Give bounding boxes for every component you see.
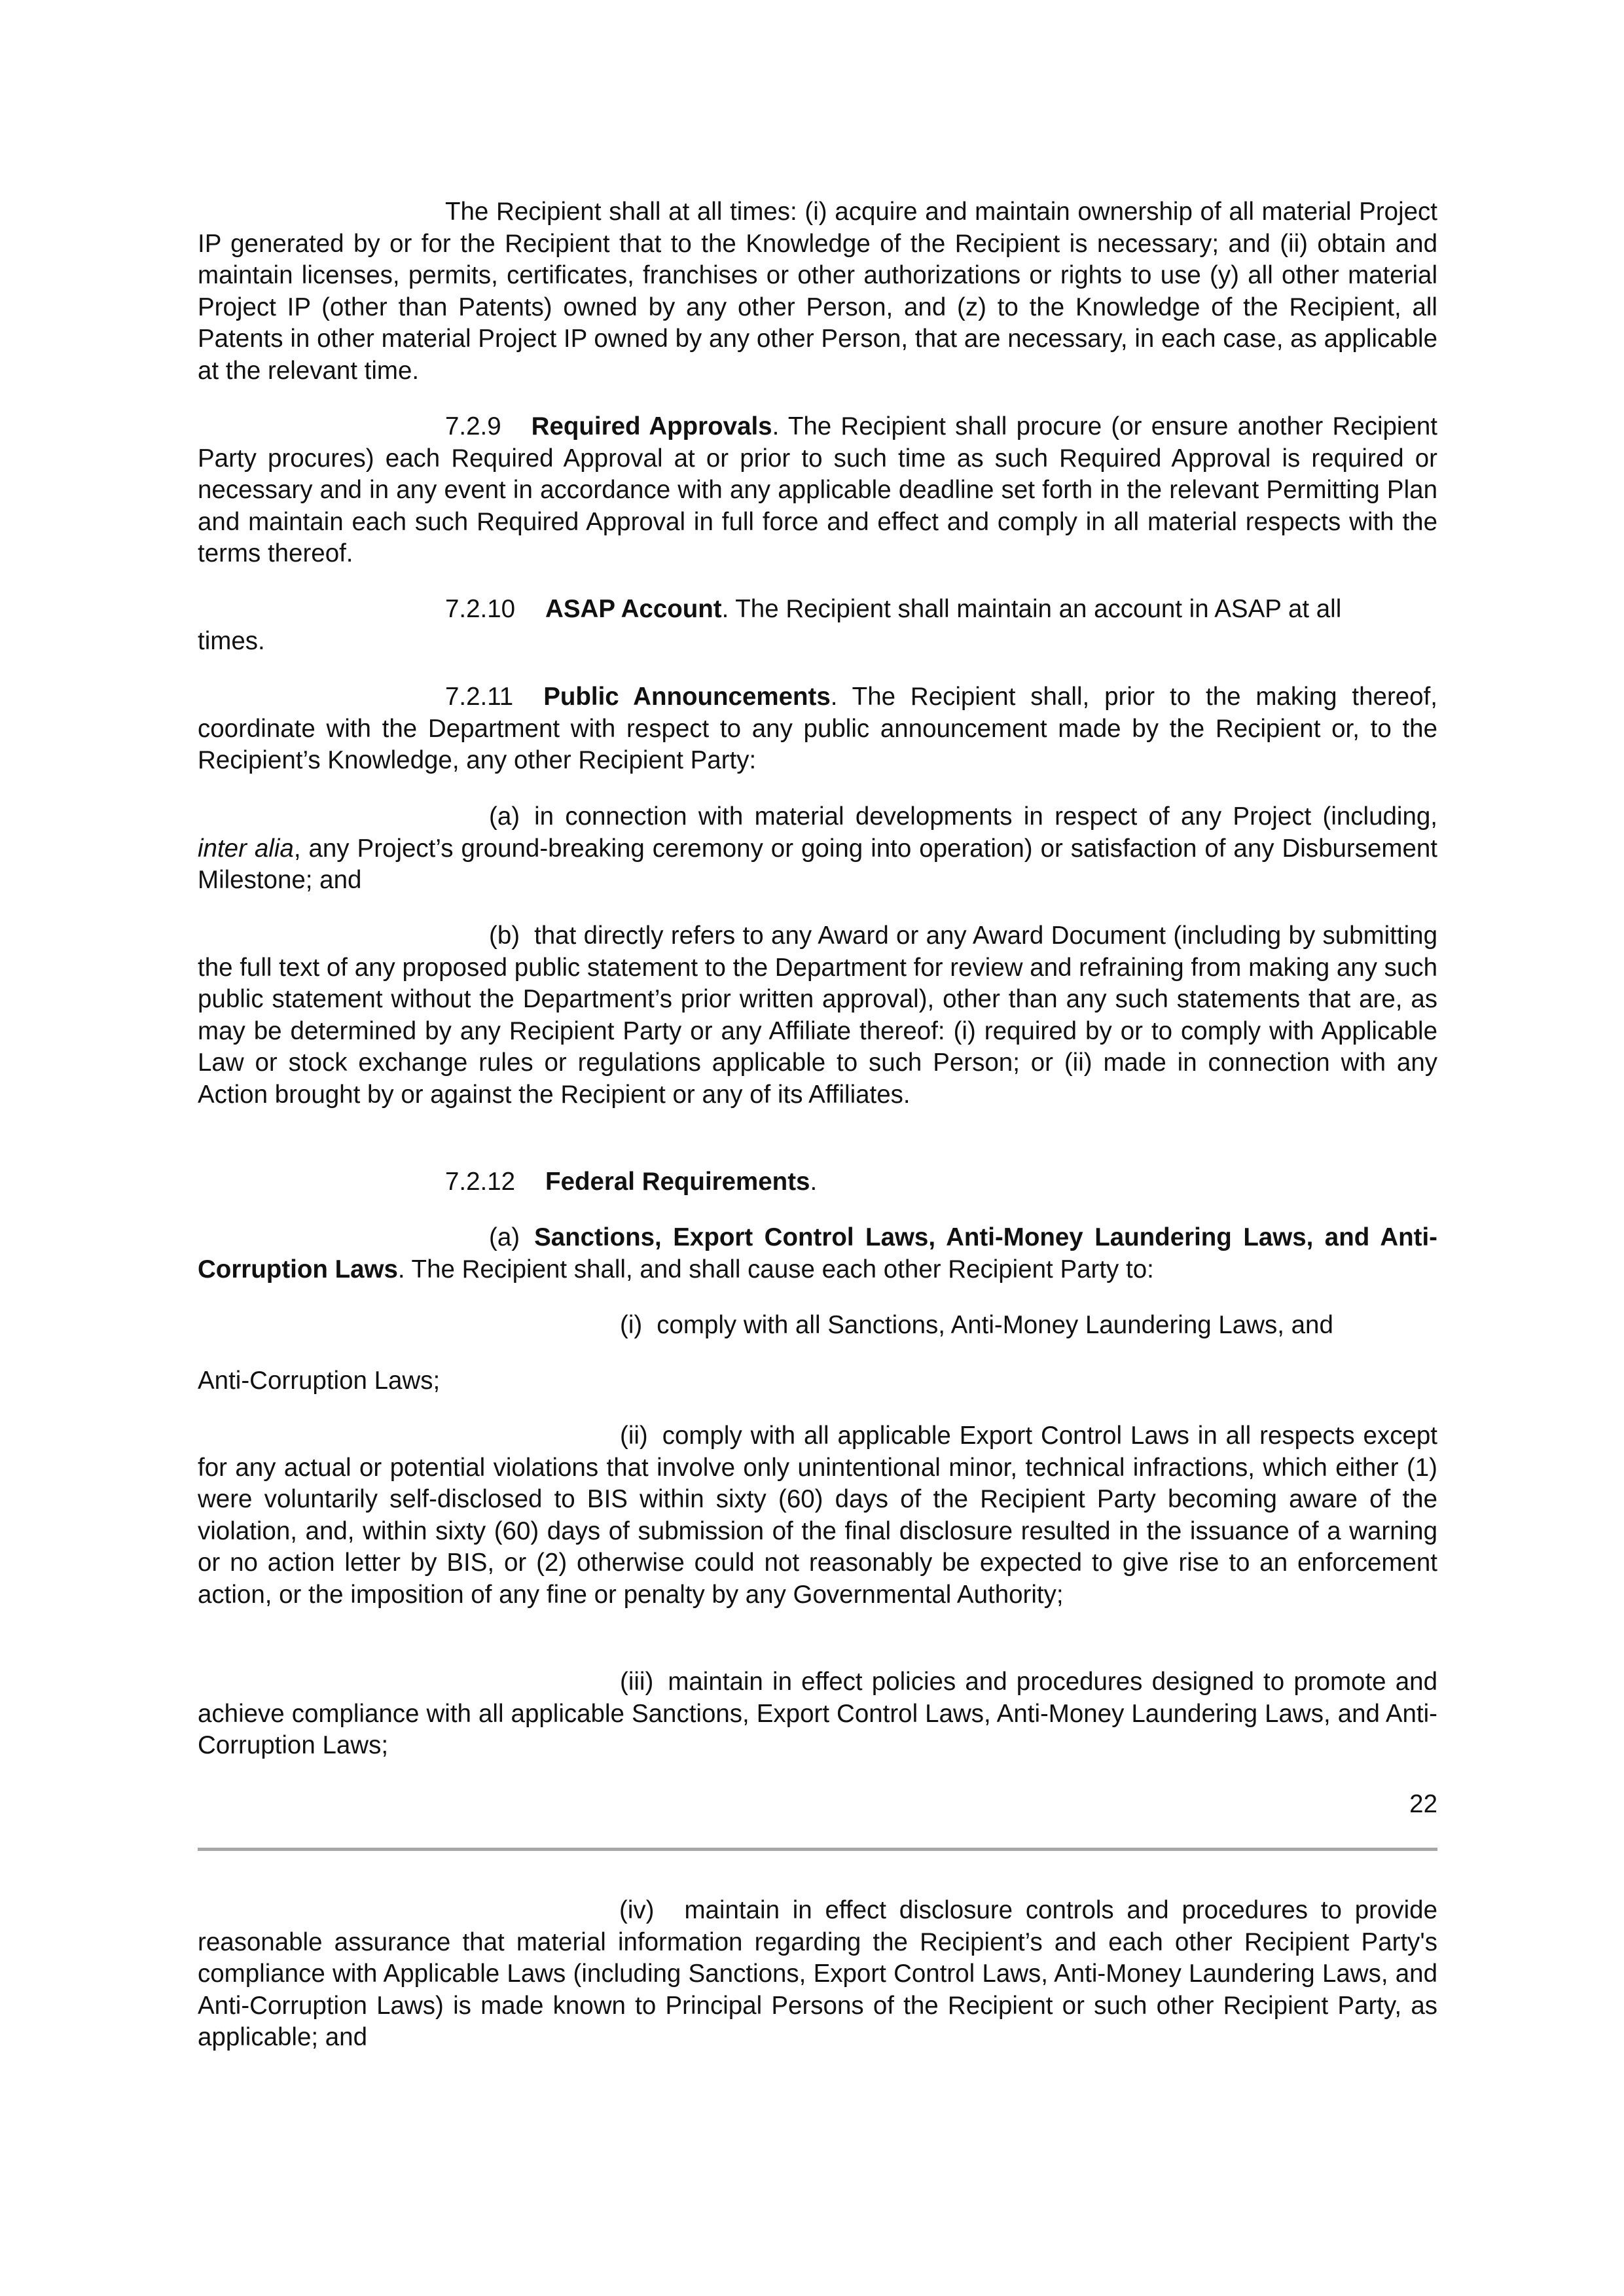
section-number: 7.2.10 [445, 595, 516, 623]
item-i [198, 1310, 1437, 1342]
clause-text: . The Recipient shall, and shall cause each other Recipient Party to: [397, 1255, 1154, 1283]
item-number: (ii) [620, 1422, 648, 1450]
section-title: Public Announcements [543, 683, 831, 711]
section-title: Required Approvals [531, 412, 772, 440]
section-text-continued: times. [198, 627, 265, 655]
paragraph-project-ip [198, 196, 1437, 387]
clause-text: in connection with material developments in respect of any Project (including, [534, 802, 1437, 831]
section-text: . The Recipient shall maintain an account in ASAP at all [721, 595, 1342, 623]
section-7-2-10 [198, 594, 1437, 626]
section-title: ASAP Account [545, 595, 722, 623]
section-end: . [810, 1168, 818, 1196]
item-iii [198, 1666, 1437, 1762]
clause-number: (b) [489, 922, 520, 950]
item-text-continued: Anti-Corruption Laws; [198, 1367, 441, 1395]
item-iv [198, 1895, 1437, 2054]
item-number: (iii) [620, 1668, 654, 1696]
section-7-2-12 [198, 1166, 1437, 1198]
item-number: (i) [620, 1311, 643, 1339]
section-7-2-9 [198, 411, 1437, 570]
clause-title: Sanctions, Export Control Laws, Anti-Money Laundering Laws, and Anti- Corruption Laws [198, 1223, 1437, 1283]
section-title: Federal Requirements [545, 1168, 810, 1196]
section-7-2-11 [198, 681, 1437, 777]
clause-a-public [198, 801, 1437, 897]
item-i-continuation [198, 1365, 1437, 1397]
clause-b-public [198, 920, 1437, 1111]
section-text: . The Recipient shall, prior to the making thereof, coordinate with the Department with respect to any public announcement made by the Recipient or, to the Recipient’s Knowledge, any other Recipient Party: [198, 683, 1437, 774]
section-number: 7.2.9 [445, 412, 501, 440]
clause-number: (a) [489, 802, 520, 831]
clause-number: (a) [489, 1223, 520, 1251]
paragraph-text: The Recipient shall at all times: (i) acquire and maintain ownership of all material Project IP generated by or for the Recipient that to the Knowledge of the Recipient is necessary; and (ii) obtain and maintain licenses, permits, certificates, franchises or other authorizations or rights to use (y) all other material Project IP (other than Patents) owned by any other Person, and (z) to the Knowledge of the Recipient, all Patents in other material Project IP owned by any other Person, that are necessary, in each case, as applicable at the relevant time. [198, 198, 1437, 385]
item-ii [198, 1420, 1437, 1611]
clause-italic: inter alia [198, 834, 294, 863]
clause-text: that directly refers to any Award or any Award Document (including by submitting the full text of any proposed public statement to the Department for review and refraining from making any such public statement without the Department’s prior written approval), other than any such statements that are, as may be determined by any Recipient Party or any Affiliate thereof: (i) required by or to comply with Applicable Law or stock exchange rules or regulations applicable to such Person; or (ii) made in connection with any Action brought by or against the Recipient or any of its Affiliates. [198, 922, 1437, 1109]
item-text: comply with all applicable Export Control Laws in all respects except for any actual or potential violations that involve only unintentional minor, technical infractions, which either (1) were voluntarily self-disclosed to BIS within sixty (60) days of the Recipient Party becoming aware of the violation, and, within sixty (60) days of submission of the final disclosure resulted in the issuance of a warning or no action letter by BIS, or (2) otherwise could not reasonably be expected to give rise to an enforcement action, or the imposition of any fine or penalty by any Governmental Authority; [198, 1422, 1437, 1609]
section-7-2-10-continuation [198, 626, 1437, 658]
item-number: (iv) [619, 1896, 655, 1924]
page-number: 22 [1409, 1790, 1437, 1818]
item-text: maintain in effect disclosure controls and procedures to provide reasonable assurance that material information regarding the Recipient’s and each other Recipient Party's compliance with Applicable Laws (including Sanctions, Export Control Laws, Anti-Money Laundering Laws, and Anti-Corruption Laws) is made known to Principal Persons of the Recipient or such other Recipient Party, as applicable; and [198, 1896, 1437, 2051]
item-text: maintain in effect policies and procedures designed to promote and achieve compliance with all applicable Sanctions, Export Control Laws, Anti-Money Laundering Laws, and Anti-Corruption Laws; [198, 1668, 1437, 1759]
clause-text-tail: , any Project’s ground-breaking ceremony or going into operation) or satisfaction of any Disbursement Milestone; and [198, 834, 1437, 894]
page-divider [198, 1848, 1437, 1851]
item-text: comply with all Sanctions, Anti-Money Laundering Laws, and [657, 1311, 1333, 1339]
section-text: . The Recipient shall procure (or ensure another Recipient Party procures) each Required Approval at or prior to such time as such Required Approval is required or necessary and in any event in accordance with any applicable deadline set forth in the relevant Permitting Plan and maintain each such Required Approval in full force and effect and comply in all material respects with the terms thereof. [198, 412, 1437, 567]
section-number: 7.2.11 [445, 683, 514, 711]
section-number: 7.2.12 [445, 1168, 516, 1196]
clause-a-federal [198, 1222, 1437, 1285]
